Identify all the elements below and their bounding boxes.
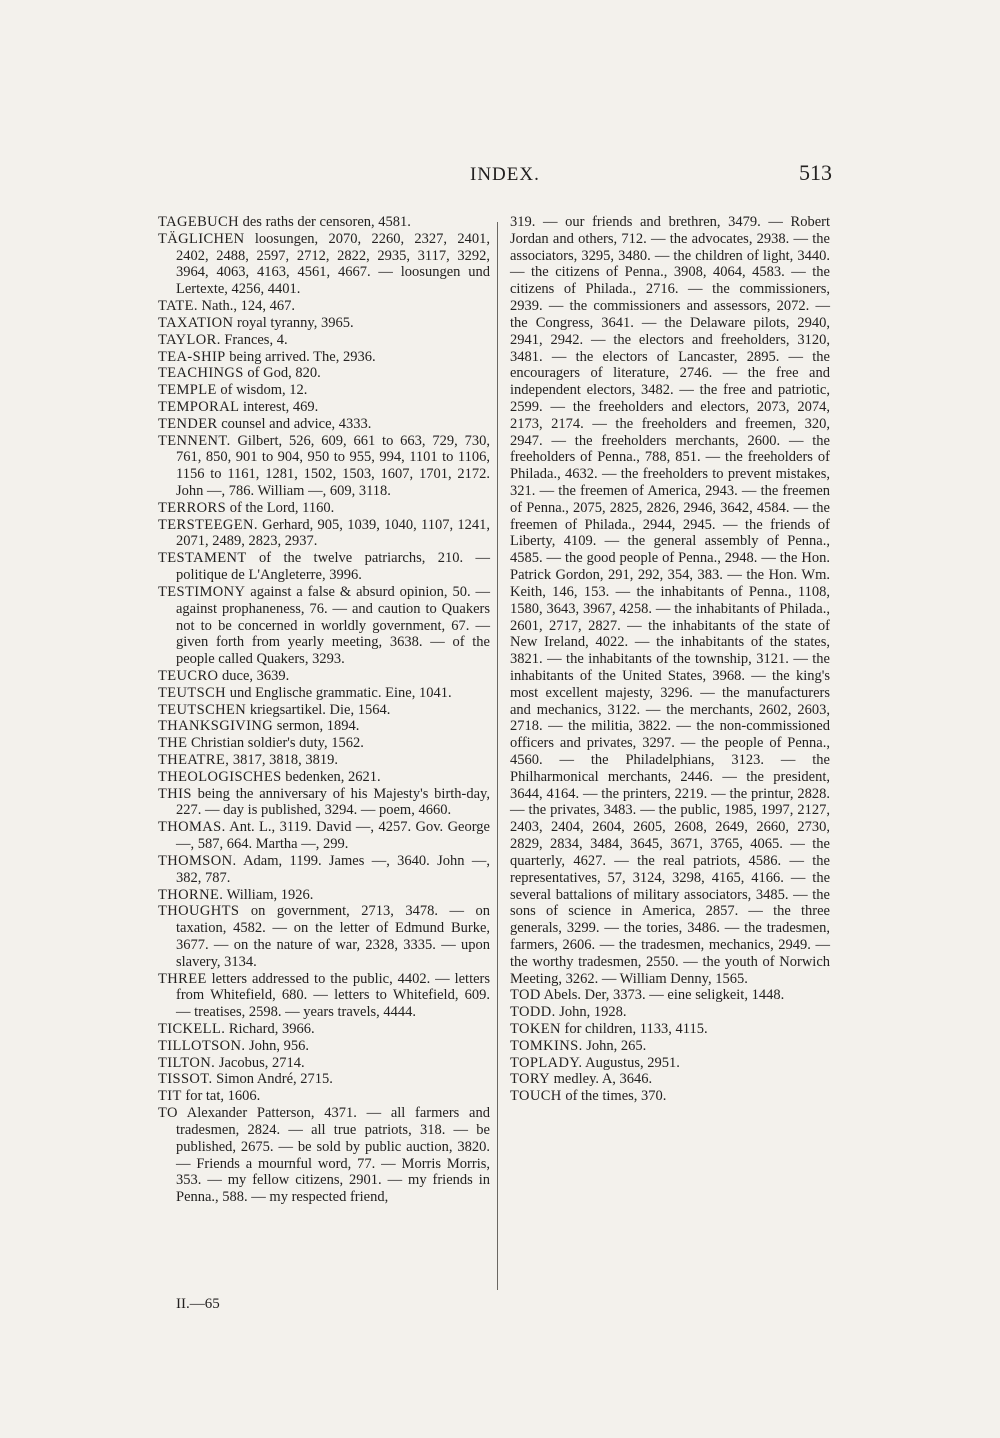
entry-text: Ant. L., 3119. David —, 4257. Gov. George —, 587, 664. Martha —, 299. (176, 819, 490, 853)
entry-heading: TEUTSCH (158, 684, 227, 701)
index-entry (510, 1004, 830, 1021)
running-title: INDEX. (470, 164, 540, 185)
index-entry (158, 517, 490, 551)
entry-text: 3817, 3818, 3819. (229, 752, 339, 768)
entry-text: Abels. Der, 3373. — eine seligkeit, 1448. (540, 987, 785, 1004)
entry-heading: TEUTSCHEN (158, 701, 247, 718)
entry-heading: TILTON. (158, 1054, 216, 1071)
index-entry (158, 416, 490, 433)
index-entry (158, 718, 490, 735)
entry-heading: THORNE. (158, 886, 224, 903)
index-entry (158, 971, 490, 1021)
entry-heading: TEA-SHIP (158, 348, 226, 365)
index-entry (158, 1071, 490, 1088)
entry-heading: TAYLOR. (158, 331, 221, 348)
index-entry (158, 1021, 490, 1038)
entry-text: for tat, 1606. (181, 1088, 261, 1105)
index-entry (510, 1038, 830, 1055)
entry-heading: TOKEN (510, 1021, 561, 1037)
index-entry (158, 887, 490, 904)
index-entry (158, 668, 490, 685)
entry-text: William, 1926. (223, 886, 314, 903)
entry-text: royal tyranny, 3965. (233, 314, 354, 331)
index-entry (158, 550, 490, 584)
index-entry (510, 1071, 830, 1088)
entry-heading: TO (158, 1105, 178, 1122)
index-entry (158, 365, 490, 382)
entry-heading: THE (158, 735, 188, 752)
entry-text: loosungen, 2070, 2260, 2327, 2401, 2402, 2488, 2597, 2712, 2822, 2935, 3117, 3292, 3964, 4063, 4163, 4561, 4667. — loosungen und Lertexte, 4256, 4401. (176, 230, 490, 298)
entry-heading: TEUCRO (158, 667, 219, 684)
entry-text: Alexander Patterson, 4371. — all farmers and tradesmen, 2824. — all true patriots, 318. — be published, 2675. — be sold by public auction, 3820. — Friends a mournful word, 77. — Morris Morris, 353. — my fellow citizens, 2901. — my friends in Penna., 588. — my respected friend, (176, 1105, 490, 1206)
entry-heading: THOMAS. (158, 819, 226, 836)
entry-heading: TENNENT. (158, 432, 231, 449)
entry-heading: THOUGHTS (158, 903, 240, 920)
entry-heading: TÄGLICHEN (158, 230, 245, 247)
index-entry (158, 298, 490, 315)
signature-mark: II.—65 (176, 1296, 220, 1312)
entry-heading: THOMSON. (158, 852, 237, 869)
entry-text: against a false & absurd opinion, 50. — against prophaneness, 76. — and caution to Quakers not to be concerned in worldly government, 67. — given forth from yearly meeting, 3638. — of the people called Quakers, 3293. (176, 583, 490, 668)
entry-text: des raths der censoren, 4581. (238, 214, 411, 230)
entry-text: Adam, 1199. James —, 3640. John —, 382, 787. (176, 852, 490, 886)
entry-text: being the anniversary of his Majesty's birth-day, 227. — day is published, 3294. — poem, 4660. (176, 785, 490, 819)
page-header (160, 160, 832, 200)
index-entry (158, 1088, 490, 1105)
entry-text: John, 956. (245, 1037, 310, 1054)
entry-text: letters addressed to the public, 4402. — letters from Whitefield, 680. — letters to Whitefield, 609. — treatises, 2598. — years travels, 4444. (176, 970, 490, 1021)
entry-text: medley. A, 3646. (550, 1071, 653, 1088)
left-column (158, 214, 490, 1206)
entry-heading: THREE (158, 970, 207, 987)
entry-heading: TIT (158, 1088, 182, 1105)
entry-text: for children, 1133, 4115. (560, 1021, 708, 1037)
index-entry (510, 1055, 830, 1072)
entry-text: John, 1928. (555, 1004, 627, 1021)
index-entry (510, 987, 830, 1004)
entry-heading: TILLOTSON. (158, 1037, 246, 1054)
entry-heading: TAXATION (158, 314, 234, 331)
entry-text: sermon, 1894. (273, 718, 360, 735)
entry-heading: TEACHINGS (158, 365, 244, 382)
entry-heading: TOPLADY. (510, 1054, 583, 1071)
entry-text: Christian soldier's duty, 1562. (187, 735, 364, 752)
index-entry (158, 382, 490, 399)
entry-text: Gerhard, 905, 1039, 1040, 1107, 1241, 2071, 2489, 2823, 2937. (176, 516, 490, 550)
entry-text: on government, 2713, 3478. — on taxation, 4582. — on the letter of Edmund Burke, 3677. — on the nature of war, 2328, 3335. — upon slavery, 3134. (176, 903, 490, 970)
entry-heading: TESTAMENT (158, 550, 247, 567)
entry-heading: TERRORS (158, 499, 227, 516)
index-entry (158, 769, 490, 786)
entry-text: John, 265. (582, 1037, 647, 1054)
entry-text: being arrived. The, 2936. (225, 348, 376, 365)
index-entry (158, 231, 490, 298)
entry-heading: THEATRE, (158, 752, 230, 768)
entry-text: of the times, 370. (561, 1088, 667, 1105)
entry-heading: TOD (510, 987, 541, 1004)
index-entry (158, 786, 490, 820)
entry-text: und Englische grammatic. Eine, 1041. (226, 684, 452, 701)
index-entry (158, 1038, 490, 1055)
entry-heading: TERSTEEGEN. (158, 516, 258, 533)
index-entry (158, 903, 490, 970)
entry-heading: TOUCH (510, 1088, 562, 1105)
entry-text: Jacobus, 2714. (215, 1054, 305, 1071)
entry-text: counsel and advice, 4333. (217, 415, 372, 432)
entry-heading: TESTIMONY (158, 583, 246, 600)
entry-heading: THANKSGIVING (158, 718, 274, 735)
entry-heading: TICKELL. (158, 1021, 226, 1037)
entry-heading: THEOLOGISCHES (158, 768, 282, 785)
index-entry (510, 1021, 830, 1038)
index-entry (158, 584, 490, 668)
index-entry (158, 349, 490, 366)
index-entry (158, 1055, 490, 1072)
index-entry (158, 433, 490, 500)
entry-text: interest, 469. (239, 398, 319, 415)
continued-entry-text: 319. — our friends and brethren, 3479. — Robert Jordan and others, 712. — the advocates, 2938. — the associators, 3295, 3480. — the children of light, 3440. — the citizens of Penna., 3908, 4064, 4583. — the citizens of Philada., 2716. — the commissioners, 2939. — the commissioners and assessors, 2072. — the Congress, 3641. — the Delaware pilots, 2940, 2941, 2942. — the electors and freeholders, 3120, 3481. — the electors of Lancaster, 2895. — the encouragers of literature, 2746. — the free and independent electors, 3482. — the free and patriotic, 2599. — the freeholders and electors, 2073, 2074, 2173, 2174. — the freeholders and freemen, 320, 2947. — the freeholders merchants, 2600. — the freeholders of Penna., 788, 851. — the freeholders of Philada., 4632. — the freeholders to prevent mistakes, 321. — the freemen of America, 2943. — the freemen of Penna., 2075, 2825, 2826, 2946, 3642, 4584. — the freemen of Philada., 2944, 2945. — the friends of Liberty, 4109. — the general assembly of Penna., 4585. — the good people of Penna., 2948. — the Hon. Patrick Gordon, 291, 292, 354, 383. — the Hon. Wm. Keith, 146, 153. — the inhabitants of Penna., 1108, 1580, 3643, 3967, 4258. — the inhabitants of Philada., 2601, 2717, 2827. — the inhabitants of the state of New Ireland, 4022. — the inhabitants of the states, 3821. — the inhabitants of the township, 3121. — the inhabitants of the United States, 3968. — the king's most excellent majesty, 3296. — the manufacturers and mechanics, 3122. — the merchants, 2602, 2603, 2718. — the militia, 3822. — the non-commissioned officers and privates, 3297. — the people of Penna., 4560. — the Philadelphians, 3123. — the Philharmonical merchants, 2446. — the president, 3644, 4164. — the printers, 2219. — the printur, 2828. — the privates, 3483. — the public, 1985, 1997, 2127, 2403, 2404, 2604, 2605, 2608, 2649, 2660, 2730, 2829, 2834, 3484, 3645, 3671, 3765, 4065. — the quarterly, 4627. — the real patriots, 4586. — the representatives, 57, 3124, 3298, 4165, 4166. — the several battalions of military associators, 3485. — the sons of science in America, 2857. — the three generals, 3299. — the tories, 3486. — the tradesmen, farmers, 2606. — the tradesmen, mechanics, 2949. — the worthy tradesmen, 2550. — the youth of Norwich Meeting, 3262. — William Denny, 1565. (510, 214, 830, 987)
page-number: 513 (799, 160, 832, 185)
index-entry (158, 399, 490, 416)
column-divider (497, 222, 498, 1290)
index-entry (158, 702, 490, 719)
index-entry (158, 315, 490, 332)
entry-text: of God, 820. (243, 365, 321, 382)
entry-heading: TEMPLE (158, 382, 217, 399)
entry-text: kriegsartikel. Die, 1564. (246, 701, 391, 718)
right-column (510, 214, 830, 1105)
entry-heading: TORY (510, 1071, 551, 1088)
entry-text: Augustus, 2951. (582, 1054, 680, 1071)
entry-text: of the twelve patriarchs, 210. — politique de L'Angleterre, 3996. (176, 550, 490, 584)
entry-text: duce, 3639. (218, 667, 290, 684)
entry-heading: TENDER (158, 415, 218, 432)
entry-heading: THIS (158, 785, 192, 802)
entry-text: Nath., 124, 467. (197, 298, 295, 315)
entry-heading: TATE. (158, 298, 198, 315)
index-entry (158, 1105, 490, 1206)
index-entry (158, 214, 490, 231)
index-entry (158, 500, 490, 517)
entry-text: of wisdom, 12. (216, 382, 308, 399)
index-entry (158, 685, 490, 702)
entry-heading: TEMPORAL (158, 398, 240, 415)
entry-heading: TAGEBUCH (158, 214, 239, 230)
entry-text: of the Lord, 1160. (226, 499, 335, 516)
index-entry (158, 752, 490, 769)
entry-text: Frances, 4. (220, 331, 288, 348)
index-entry (510, 1088, 830, 1105)
entry-text: bedenken, 2621. (281, 768, 381, 785)
entry-heading: TODD. (510, 1004, 556, 1021)
index-entry (158, 735, 490, 752)
entry-text: Gilbert, 526, 609, 661 to 663, 729, 730, 761, 850, 901 to 904, 950 to 955, 994, 1101 to 1106, 1156 to 1161, 1281, 1502, 1503, 1607, 1701, 2172. John —, 786. William —, 609, 3118. (176, 432, 490, 499)
index-entry (158, 332, 490, 349)
entry-text: Richard, 3966. (225, 1021, 315, 1037)
index-entry (158, 853, 490, 887)
entry-heading: TISSOT. (158, 1071, 213, 1088)
entry-heading: TOMKINS. (510, 1037, 583, 1054)
index-entry (158, 819, 490, 853)
entry-text: Simon André, 2715. (212, 1071, 333, 1088)
